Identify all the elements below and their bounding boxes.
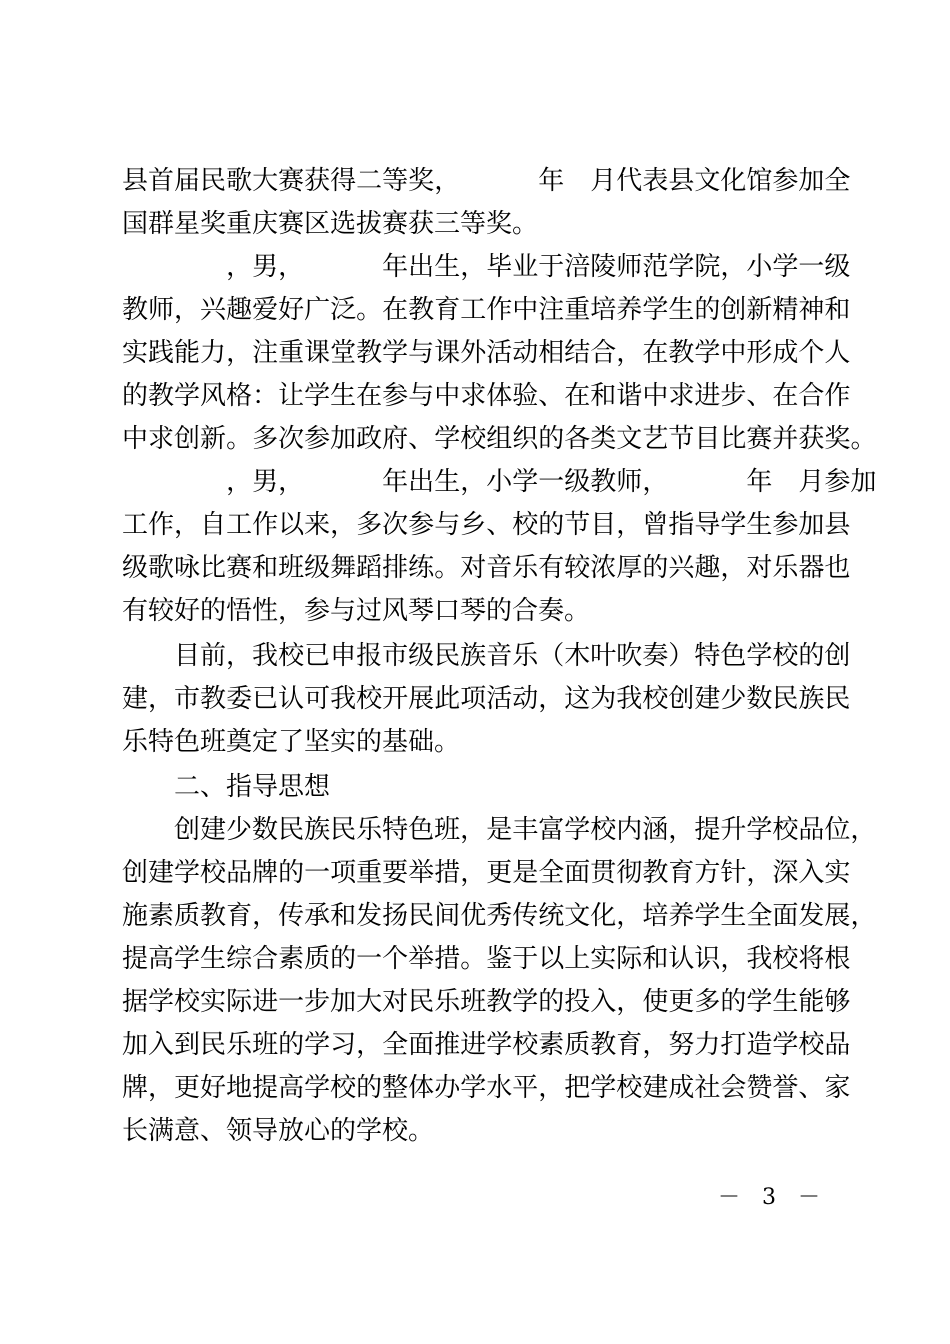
- text-line: 加 入 到 民 乐 班 的 学 习 ， 全 面 推 进 学 校 素 质 教 育 ， 努 力 打 造 学 校 品: [122, 1030, 851, 1060]
- text-line: 建 ， 市 教 委 已 认 可 我 校 开 展 此 项 活 动 ， 这 为 我 校 创 建 少 数 民 族 民: [122, 684, 851, 714]
- text-line: 级 歌 咏 比 赛 和 班 级 舞 蹈 排 练 。 对 音 乐 有 较 浓 厚 的 兴 趣 ， 对 乐 器 也: [122, 553, 851, 583]
- text-line: 目 前 ， 我 校 已 申 报 市 级 民 族 音 乐 （ 木 叶 吹 奏 ） 特 色 学 校 的 创: [174, 641, 851, 671]
- text-line: 实 践 能 力 ， 注 重 课 堂 教 学 与 课 外 活 动 相 结 合 ， 在 教 学 中 形 成 个 人: [122, 338, 851, 368]
- text-line: 工 作 ， 自 工 作 以 来 ， 多 次 参 与 乡 、 校 的 节 目 ， 曾 指 导 学 生 参 加 县: [122, 510, 851, 540]
- text-line: 中 求 创 新 。 多 次 参 加 政 府 、 学 校 组 织 的 各 类 文 艺 节 目 比 赛 并 获 奖 。: [122, 424, 877, 454]
- text-line: 创 建 学 校 品 牌 的 一 项 重 要 举 措 ， 更 是 全 面 贯 彻 教 育 方 针 ， 深 入 实: [122, 858, 851, 888]
- text-line: 的 教 学 风 格 ： 让 学 生 在 参 与 中 求 体 验 、 在 和 谐 中 求 进 步 、 在 合 作: [122, 381, 851, 411]
- text-line: 长满意、领导放心的学校。: [122, 1116, 435, 1146]
- text-line: 乐特色班奠定了坚实的基础。: [122, 727, 461, 757]
- text-line: 牌 ， 更 好 地 提 高 学 校 的 整 体 办 学 水 平 ， 把 学 校 建 成 社 会 赞 誉 、 家: [122, 1073, 851, 1103]
- text-line: 国群星奖重庆赛区选拔赛获三等奖。: [122, 209, 539, 239]
- text-line: 教 师 ， 兴 趣 爱 好 广 泛 。 在 教 育 工 作 中 注 重 培 养 学 生 的 创 新 精 神 和: [122, 295, 851, 325]
- text-line: 提 高 学 生 综 合 素 质 的 一 个 举 措 。 鉴 于 以 上 实 际 和 认 识 ， 我 校 将 根: [122, 944, 851, 974]
- text-line: 有较好的悟性，参与过风琴口琴的合奏。: [122, 596, 591, 626]
- text-line: 施 素 质 教 育 ， 传 承 和 发 扬 民 间 优 秀 传 统 文 化 ， 培 养 学 生 全 面 发 展 ，: [122, 901, 877, 931]
- text-line: 创 建 少 数 民 族 民 乐 特 色 班 ， 是 丰 富 学 校 内 涵 ， 提 升 学 校 品 位 ，: [174, 815, 877, 845]
- text-line: ， 男 ， 年 出 生 ， 毕 业 于 涪 陵 师 范 学 院 ， 小 学 一 级: [226, 252, 851, 282]
- page-number: － 3 －: [718, 1185, 820, 1210]
- text-line: 据 学 校 实 际 进 一 步 加 大 对 民 乐 班 教 学 的 投 入 ， 使 更 多 的 学 生 能 够: [122, 987, 851, 1017]
- text-line: ， 男 ， 年 出 生 ， 小 学 一 级 教 师 ， 年 月 参 加: [226, 467, 877, 497]
- text-line: 县 首 届 民 歌 大 赛 获 得 二 等 奖 ， 年 月 代 表 县 文 化 馆 参 加 全: [122, 166, 851, 196]
- section-heading: 二、指导思想: [174, 772, 331, 802]
